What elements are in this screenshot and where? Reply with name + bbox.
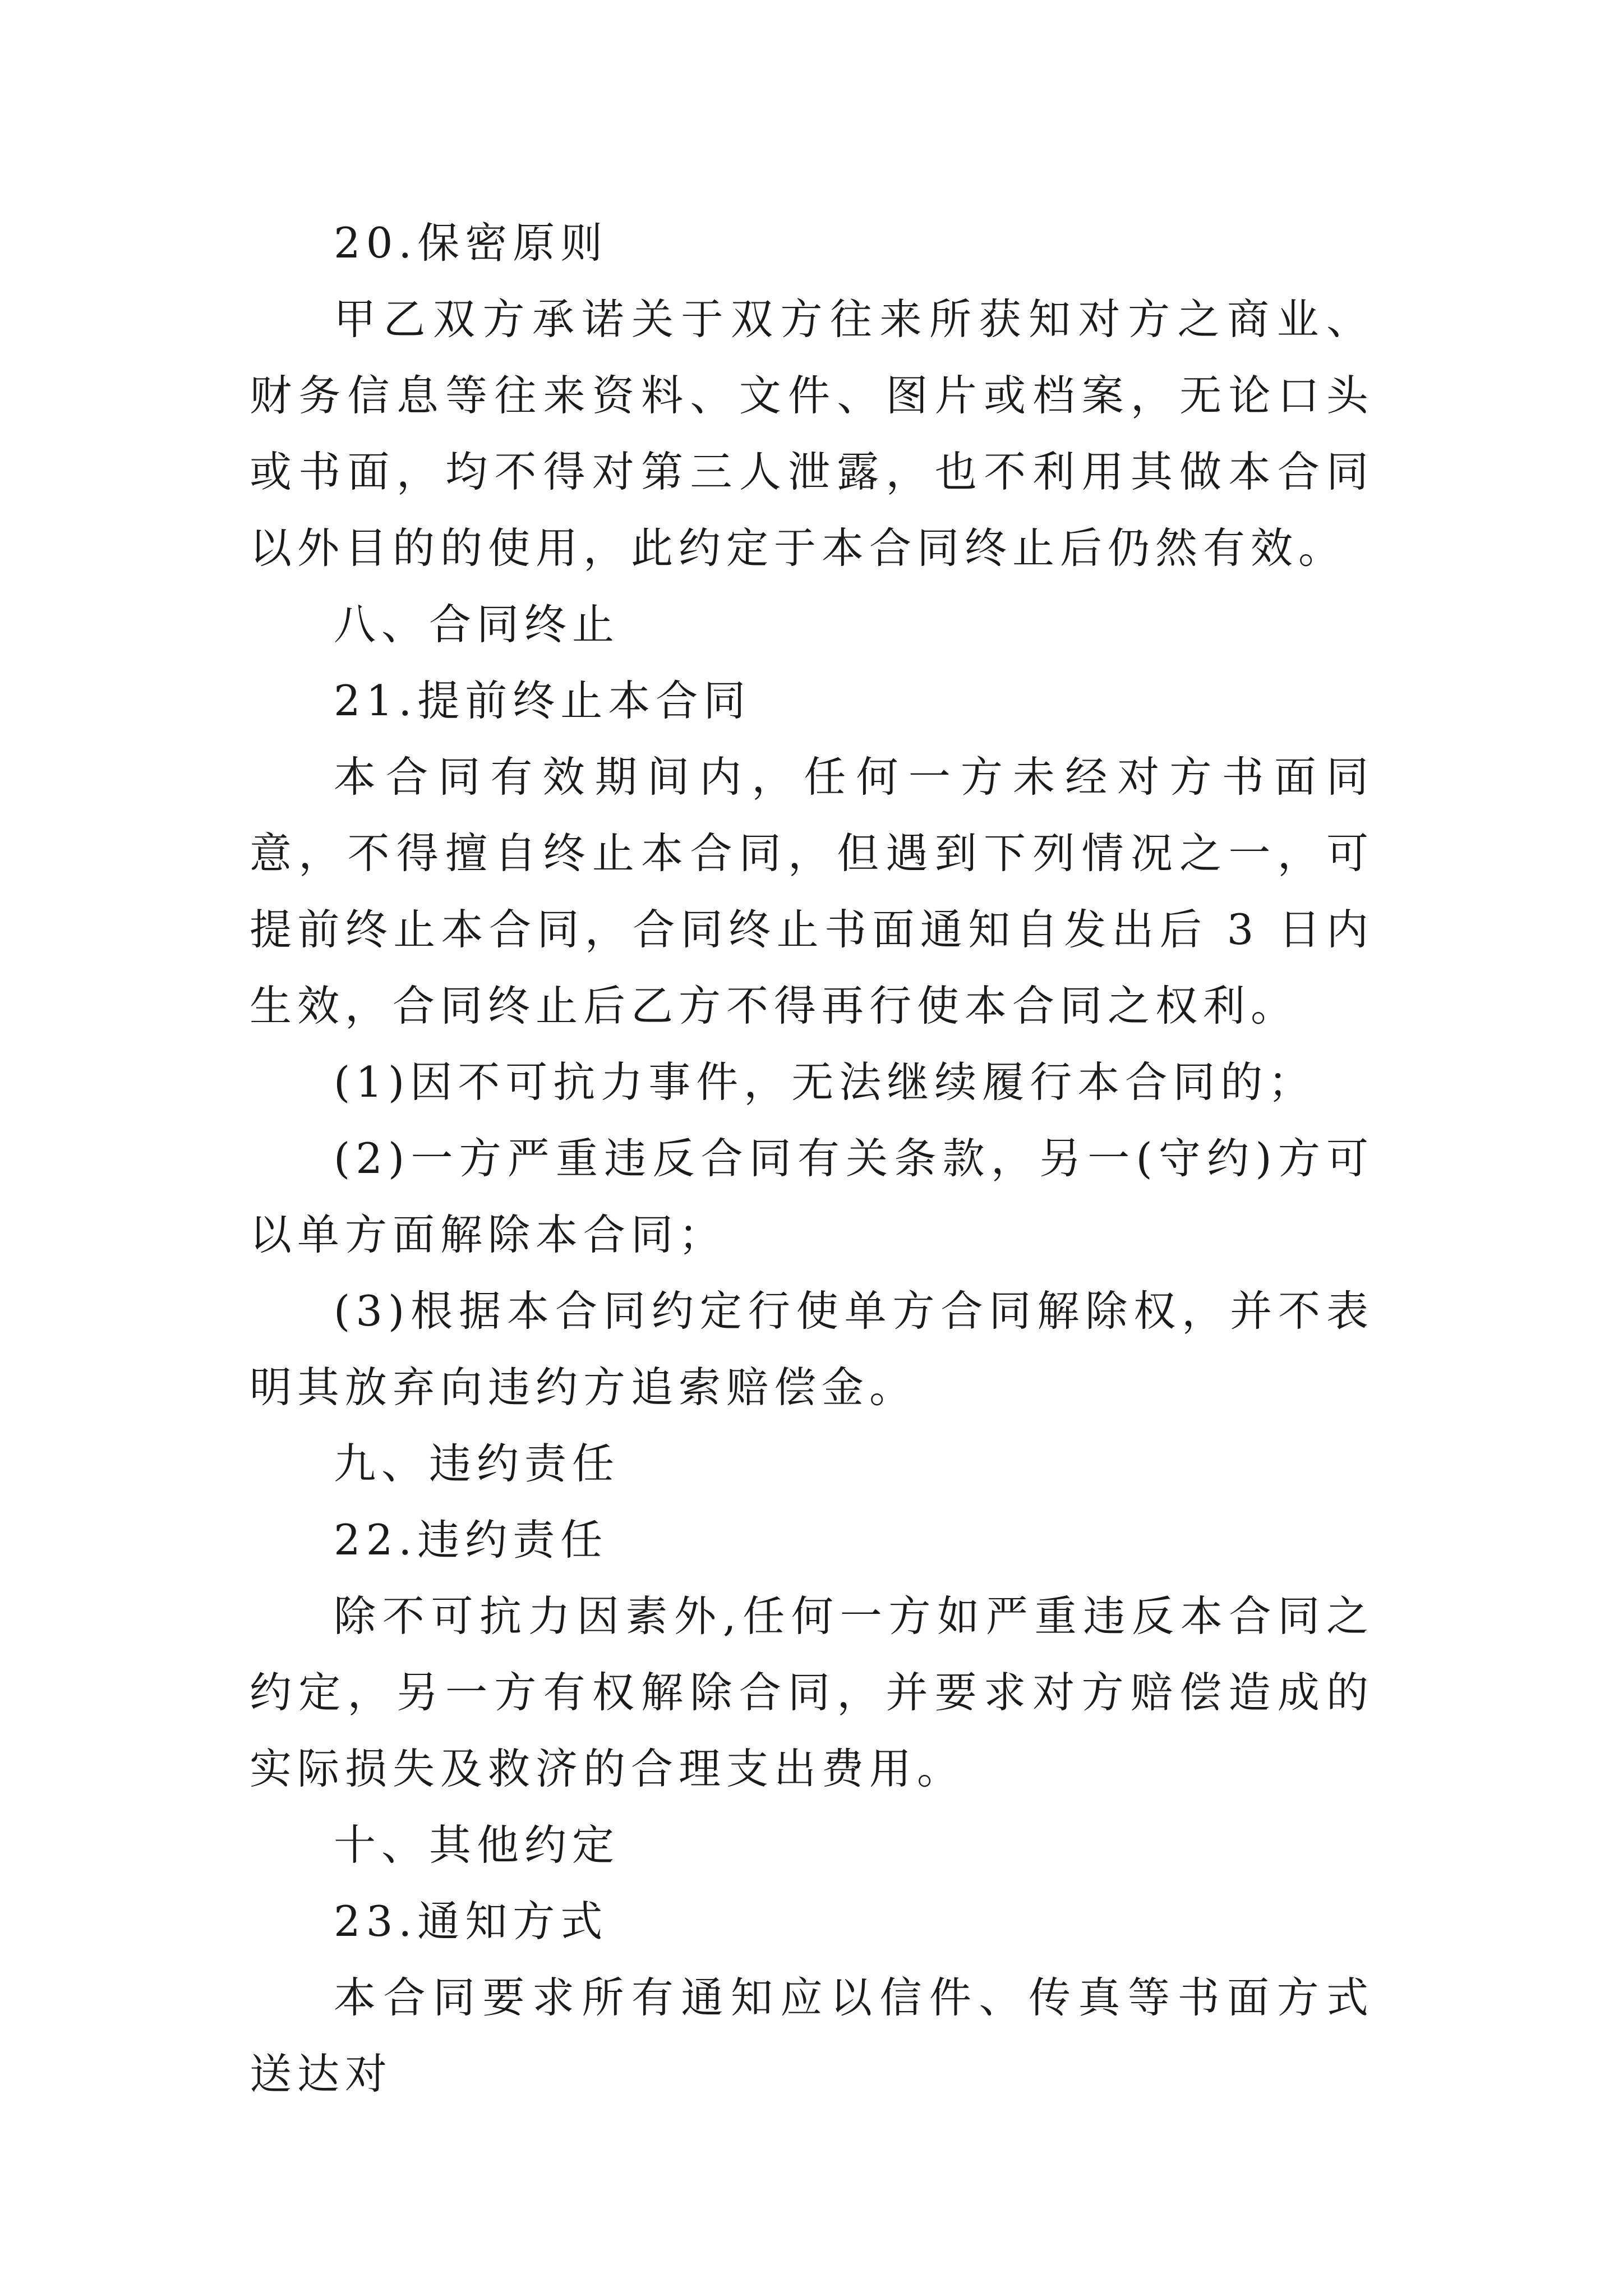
section-heading-notice: 23.通知方式 [334, 1897, 608, 1946]
list-item-1: (1)因不可抗力事件，无法继续履行本合同的； [334, 1057, 1316, 1107]
paragraph-liability: 除不可抗力因素外,任何一方如严重违反本合同之约定，另一方有权解除合同，并要求对方赔偿造成的实际损失及救济的合理支出费用。 [250, 1591, 1374, 1793]
section-heading-early-termination: 21.提前终止本合同 [334, 676, 751, 725]
list-item-2: (2)一方严重违反合同有关条款，另一(守约)方可以单方面解除本合同； [250, 1134, 1374, 1259]
paragraph-early-termination: 本合同有效期间内，任何一方未经对方书面同意，不得擅自终止本合同，但遇到下列情况之一，可提前终止本合同，合同终止书面通知自发出后 3 日内生效，合同终止后乙方不得再行使本合同之权利。 [250, 752, 1374, 1030]
section-heading-liability: 22.违约责任 [334, 1515, 608, 1565]
section-heading-confidentiality: 20.保密原则 [334, 218, 608, 268]
chapter-heading-liability: 九、违约责任 [334, 1439, 620, 1488]
document-body [250, 205, 1374, 2112]
paragraph-notice: 本合同要求所有通知应以信件、传真等书面方式送达对 [250, 1973, 1374, 2099]
chapter-heading-termination: 八、合同终止 [334, 600, 620, 649]
chapter-heading-other: 十、其他约定 [334, 1820, 620, 1870]
list-item-3: (3)根据本合同约定行使单方合同解除权，并不表明其放弃向违约方追索赔偿金。 [250, 1286, 1374, 1412]
paragraph-confidentiality: 甲乙双方承诺关于双方往来所获知对方之商业、财务信息等往来资料、文件、图片或档案，无论口头或书面，均不得对第三人泄露，也不利用其做本合同以外目的的使用，此约定于本合同终止后仍然有效。 [250, 295, 1374, 573]
